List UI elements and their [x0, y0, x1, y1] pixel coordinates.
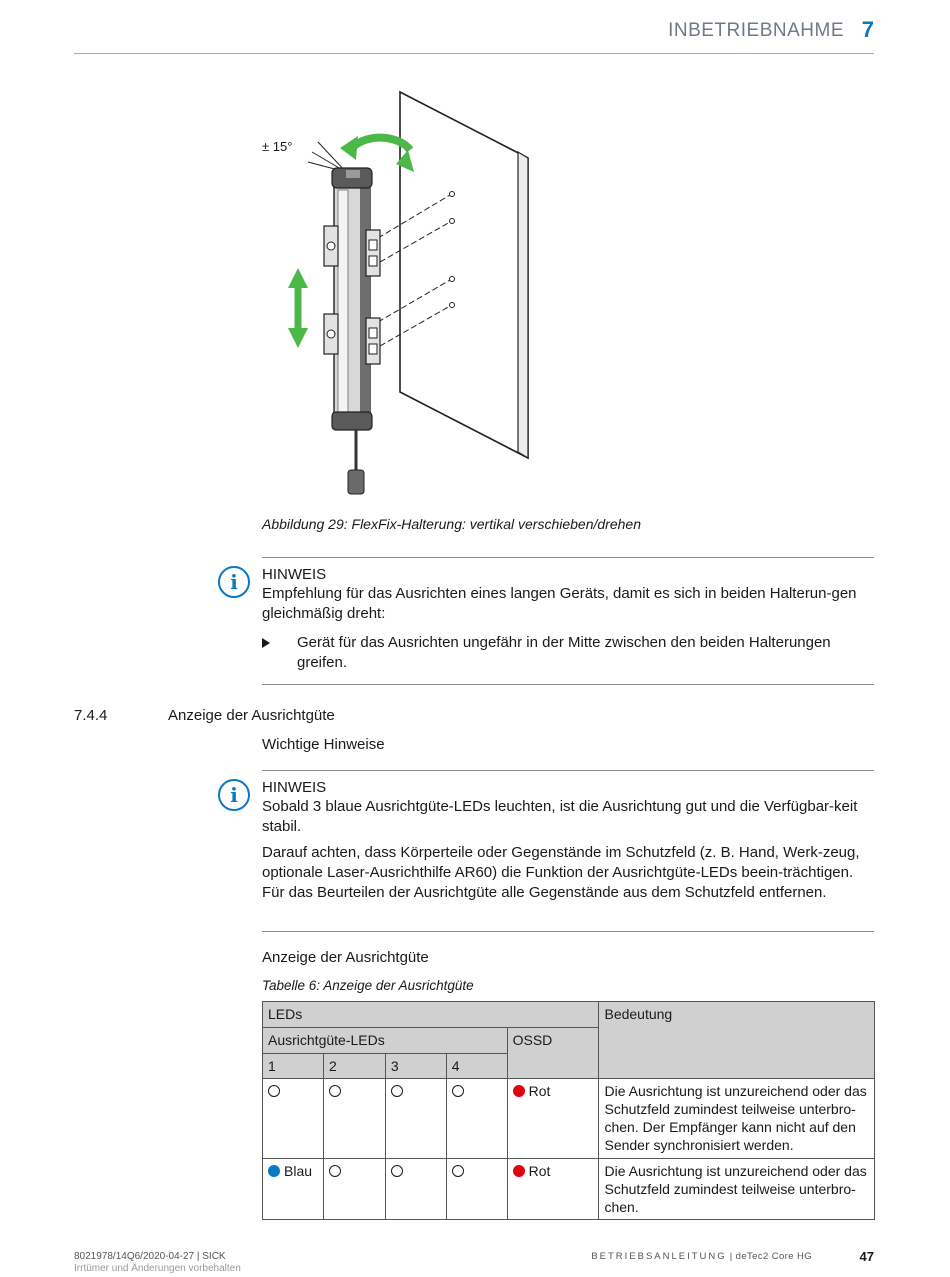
flexfix-bracket-illustration	[250, 80, 550, 510]
header-led-1: 1	[263, 1054, 324, 1079]
led-off-icon	[446, 1159, 507, 1220]
note-heading: HINWEIS	[262, 566, 327, 583]
meaning-cell: Die Ausrichtung ist unzureichend oder das Schutzfeld zumindest teilweise unterbro-chen.	[599, 1159, 875, 1220]
footer-product: deTec2 Core HG	[735, 1251, 812, 1262]
angle-label: ± 15°	[262, 139, 293, 154]
chapter-title: INBETRIEBNAHME	[668, 20, 844, 41]
led-off-icon	[385, 1159, 446, 1220]
note-bullet	[262, 633, 874, 673]
note-box-mounting	[230, 557, 874, 685]
blue-led-icon	[268, 1165, 280, 1177]
ossd-label: Rot	[528, 1083, 551, 1099]
ossd-cell	[507, 1159, 599, 1220]
red-led-icon	[513, 1165, 525, 1177]
important-notes-heading: Wichtige Hinweise	[262, 736, 385, 753]
alignment-quality-table	[262, 1001, 875, 1220]
header-meaning: Bedeutung	[599, 1002, 875, 1079]
header-ossd: OSSD	[507, 1028, 599, 1079]
ossd-label: Rot	[528, 1163, 551, 1179]
led-off-icon	[446, 1079, 507, 1159]
footer-left	[74, 1251, 241, 1275]
footer-disclaimer: Irrtümer und Änderungen vorbehalten	[74, 1263, 241, 1274]
note-heading: HINWEIS	[262, 779, 327, 796]
led-off-icon	[323, 1079, 385, 1159]
table-row	[263, 1079, 875, 1159]
note-paragraph-2: Darauf achten, dass Körperteile oder Gegenstände im Schutzfeld (z. B. Hand, Werk-zeug, optionale Laser-Ausrichthilfe AR60) die Funktion der Ausrichtgüte-LEDs beein-trächtigen. Für das Beurteilen der Ausrichtgüte alle Gegenstände aus dem Schutzfeld entfernen.	[262, 844, 860, 901]
header-led-3: 3	[385, 1054, 446, 1079]
led-off-icon	[385, 1079, 446, 1159]
footer-doc-type: BETRIEBSANLEITUNG	[591, 1251, 727, 1262]
info-icon: i	[218, 779, 250, 811]
table-caption: Tabelle 6: Anzeige der Ausrichtgüte	[262, 978, 474, 993]
subsection-title: Anzeige der Ausrichtgüte	[262, 949, 429, 966]
led-off-icon	[263, 1079, 324, 1159]
footer-center	[591, 1251, 812, 1262]
section-title: Anzeige der Ausrichtgüte	[168, 707, 335, 724]
bullet-text: Gerät für das Ausrichten ungefähr in der Mitte zwischen den beiden Halterungen greifen.	[297, 634, 831, 671]
bullet-arrow-icon	[262, 638, 270, 648]
footer-doc-id: 8021978/14Q6/2020-04-27 | SICK	[74, 1251, 226, 1262]
led-off-icon	[323, 1159, 385, 1220]
header-alignment-leds: Ausrichtgüte-LEDs	[263, 1028, 508, 1054]
note-paragraph-1: Sobald 3 blaue Ausrichtgüte-LEDs leuchten, ist die Ausrichtung gut und die Verfügbar-keit stabil.	[262, 798, 858, 835]
section-number: 7.4.4	[74, 707, 108, 724]
figure-caption: Abbildung 29: FlexFix-Halterung: vertikal verschieben/drehen	[262, 516, 641, 532]
led-label: Blau	[284, 1163, 313, 1179]
header-led-2: 2	[323, 1054, 385, 1079]
led-cell	[263, 1159, 324, 1220]
page-number: 47	[859, 1249, 874, 1264]
note-box-alignment	[230, 770, 874, 932]
meaning-cell: Die Ausrichtung ist unzureichend oder das Schutzfeld zumindest teilweise unterbro-chen. Der Empfänger kann nicht auf den Sender synchronisiert werden.	[599, 1079, 875, 1159]
ossd-cell	[507, 1079, 599, 1159]
footer-separator: |	[729, 1251, 736, 1262]
info-icon: i	[218, 566, 250, 598]
header-divider	[74, 53, 874, 54]
chapter-number: 7	[861, 17, 874, 42]
red-led-icon	[513, 1085, 525, 1097]
note-text: Empfehlung für das Ausrichten eines langen Geräts, damit es sich in beiden Halterun-gen gleichmäßig dreht:	[262, 585, 857, 622]
header-leds: LEDs	[263, 1002, 599, 1028]
table-row	[263, 1159, 875, 1220]
header-led-4: 4	[446, 1054, 507, 1079]
